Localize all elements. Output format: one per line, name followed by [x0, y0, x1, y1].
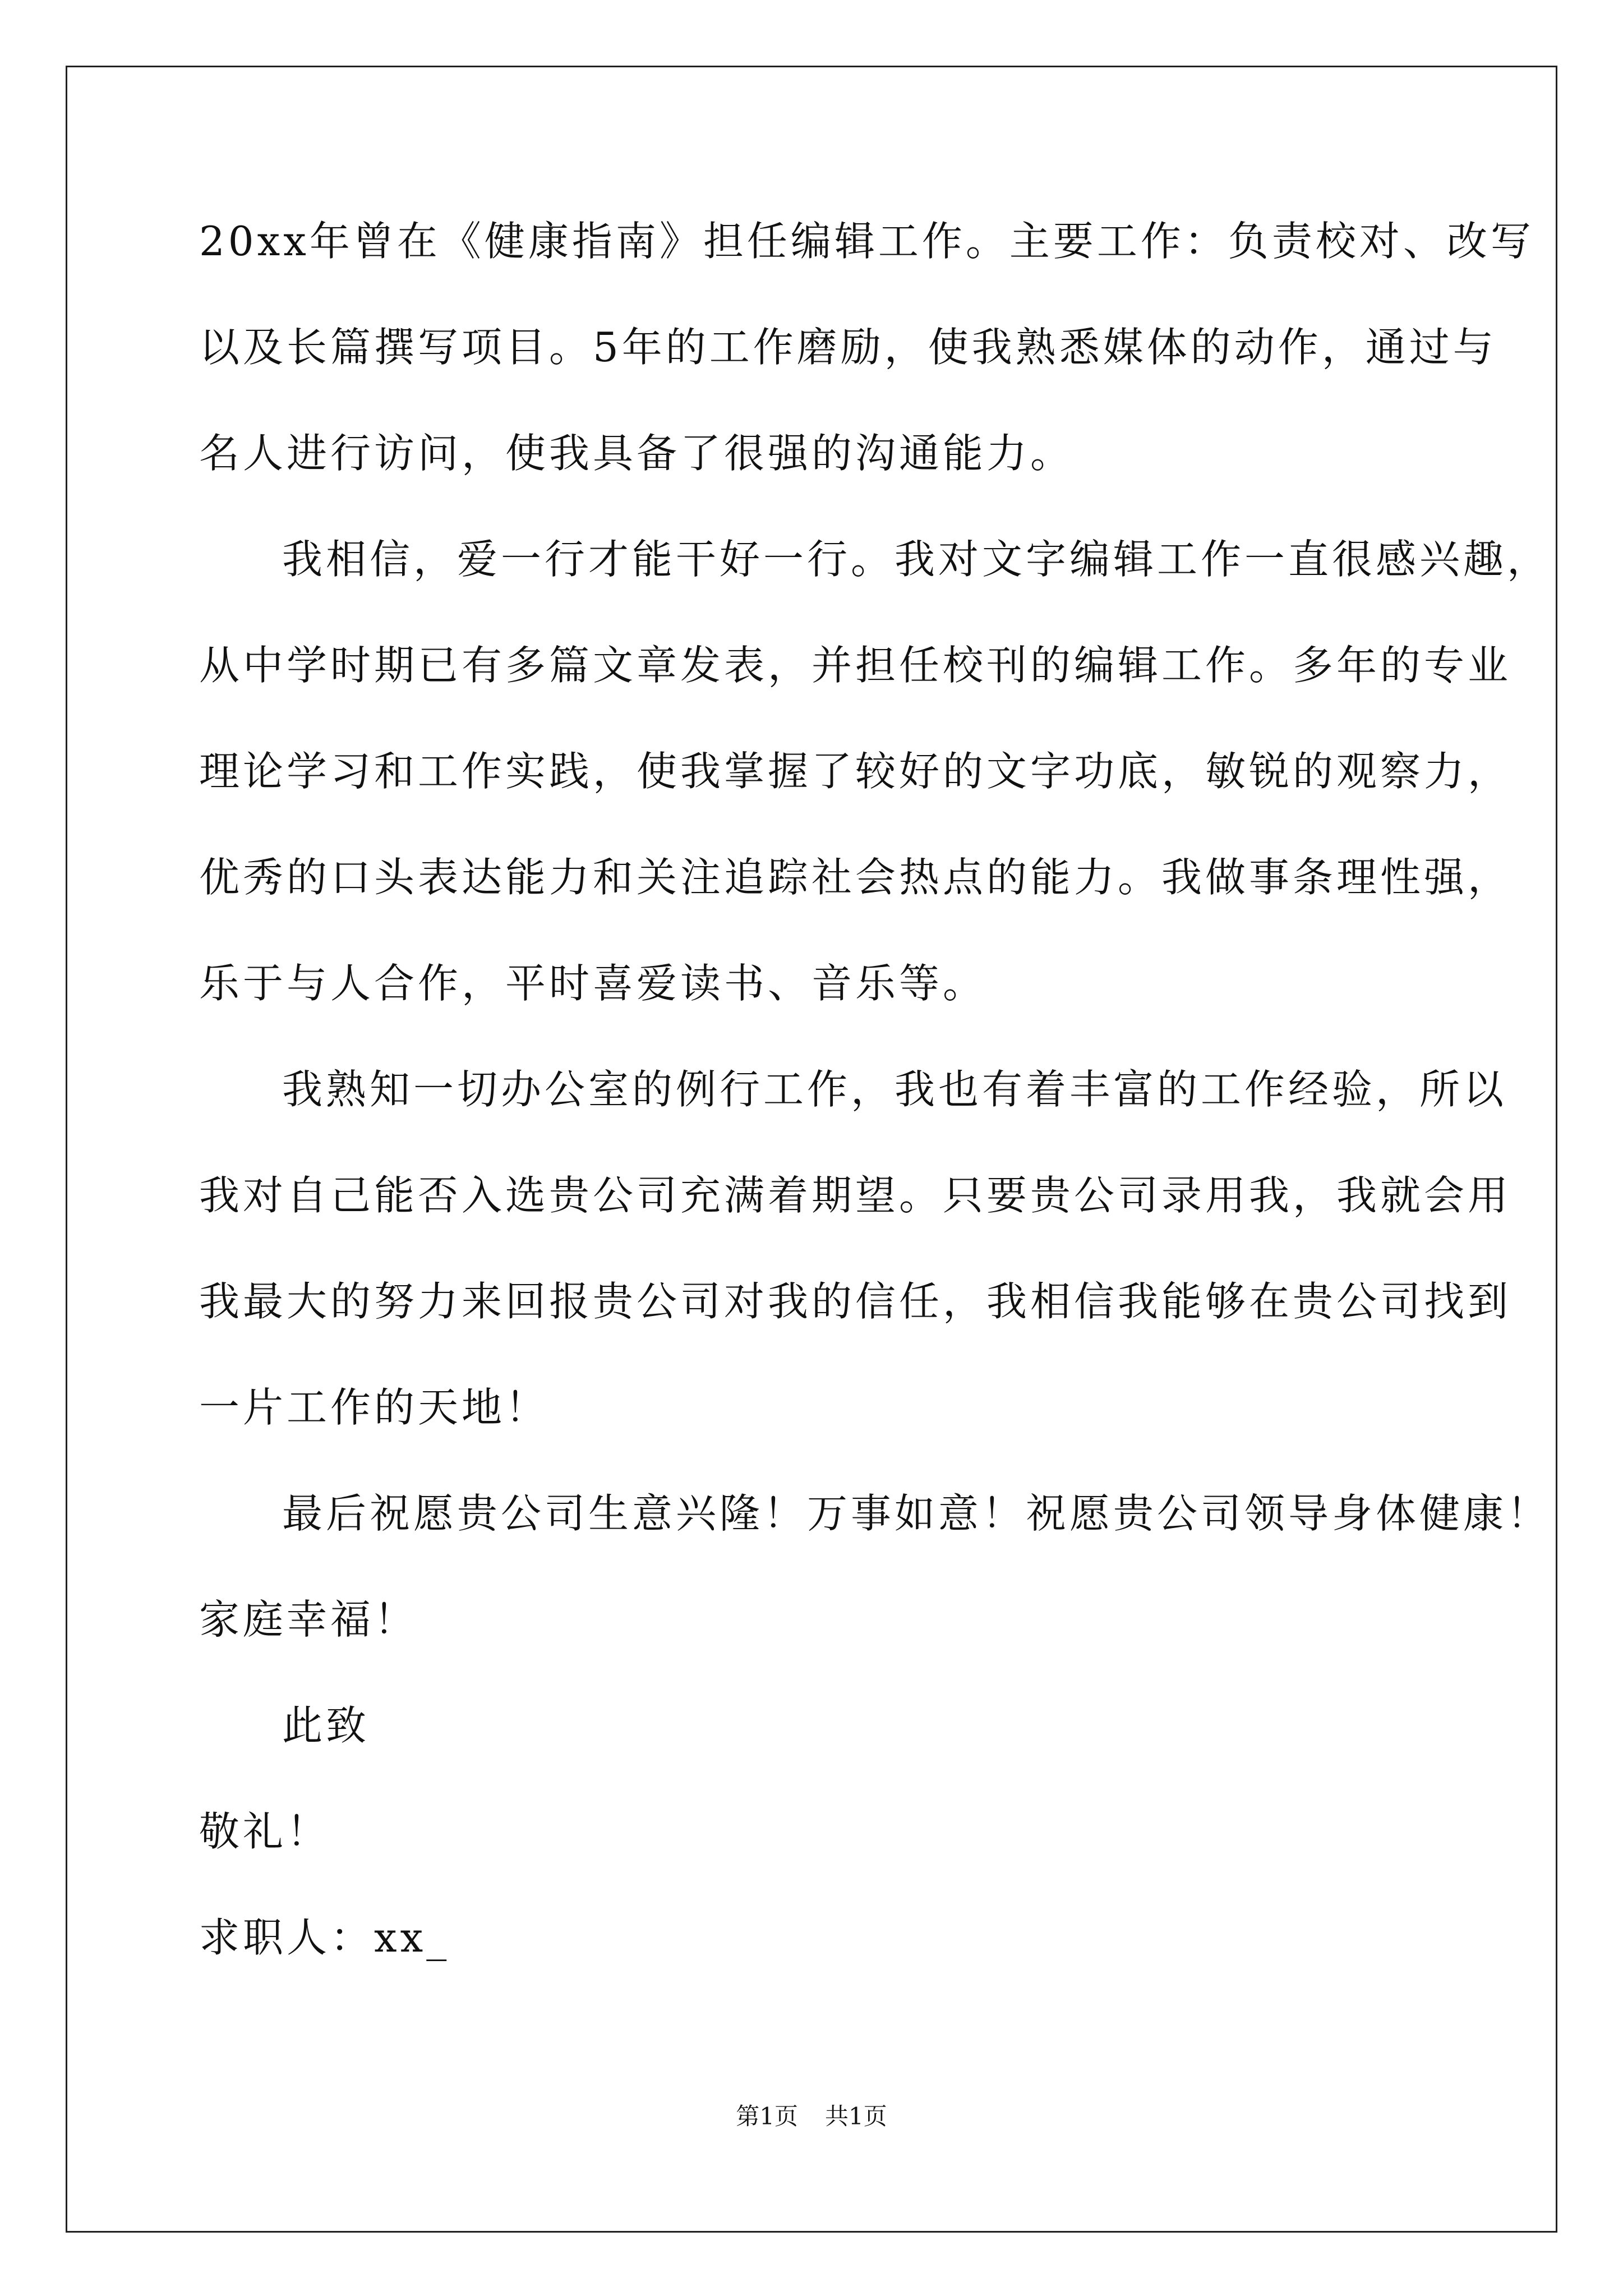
paragraph-3-line-1: 我熟知一切办公室的例行工作，我也有着丰富的工作经验，所以: [282, 1066, 1507, 1113]
closing-salutation: 此致: [282, 1702, 370, 1749]
page-border: [66, 66, 1557, 2233]
paragraph-1-line-2: 以及长篇撰写项目。5年的工作磨励，使我熟悉媒体的动作，通过与: [199, 324, 1497, 371]
paragraph-2-line-4: 优秀的口头表达能力和关注追踪社会热点的能力。我做事条理性强，: [199, 854, 1512, 901]
paragraph-2-line-1: 我相信，爱一行才能干好一行。我对文字编辑工作一直很感兴趣，: [282, 536, 1551, 583]
paragraph-3-line-2: 我对自己能否入选贵公司充满着期望。只要贵公司录用我，我就会用: [199, 1172, 1512, 1219]
paragraph-3-line-3: 我最大的努力来回报贵公司对我的信任，我相信我能够在贵公司找到: [199, 1278, 1512, 1325]
paragraph-4-line-1: 最后祝愿贵公司生意兴隆！万事如意！祝愿贵公司领导身体健康！: [282, 1490, 1551, 1537]
paragraph-1-line-3: 名人进行访问，使我具备了很强的沟通能力。: [199, 430, 1075, 477]
paragraph-2-line-2: 从中学时期已有多篇文章发表，并担任校刊的编辑工作。多年的专业: [199, 642, 1512, 689]
closing-regards: 敬礼！: [199, 1808, 331, 1855]
paragraph-4-line-2: 家庭幸福！: [199, 1596, 418, 1643]
page-total: 共1页: [825, 2102, 887, 2130]
paragraph-3-line-4: 一片工作的天地！: [199, 1384, 550, 1431]
page-number: 第1页: [736, 2102, 798, 2130]
paragraph-2-line-5: 乐于与人合作，平时喜爱读书、音乐等。: [199, 960, 987, 1007]
paragraph-2-line-3: 理论学习和工作实践，使我掌握了较好的文字功底，敏锐的观察力，: [199, 748, 1512, 795]
paragraph-1-line-1: 20xx年曾在《健康指南》担任编辑工作。主要工作：负责校对、改写: [199, 218, 1534, 265]
signature-line: 求职人：xx_: [199, 1914, 450, 1961]
page-footer: [0, 2101, 1623, 2132]
